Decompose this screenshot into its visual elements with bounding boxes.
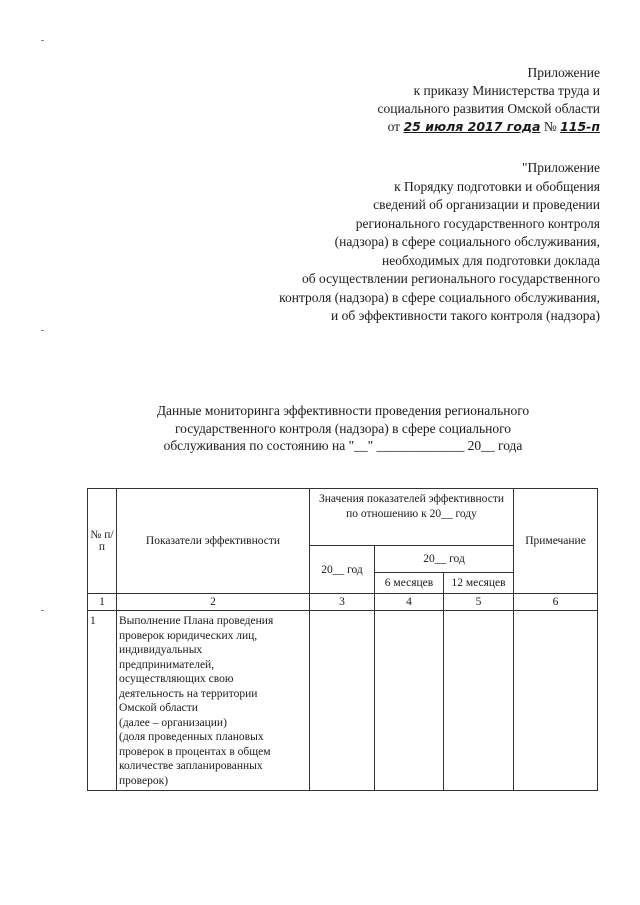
indicator-line: индивидуальных xyxy=(119,644,203,656)
header-12-months: 12 месяцев xyxy=(444,573,514,594)
original-attachment-header xyxy=(279,159,600,326)
scan-speck xyxy=(41,610,44,611)
orig-line: об осуществлении регионального государственного xyxy=(302,271,600,286)
document-title xyxy=(108,402,578,455)
header-year-current: 20__ год xyxy=(375,546,514,573)
scan-speck xyxy=(41,40,44,41)
indicator-line: (доля проведенных плановых xyxy=(119,731,264,743)
column-number: 4 xyxy=(375,594,444,611)
indicator-line: деятельность на территории xyxy=(119,687,258,700)
scan-speck xyxy=(41,330,44,331)
indicator-line: Омской области xyxy=(119,702,198,714)
orig-line: сведений об организации и проведении xyxy=(373,197,600,212)
value-cell xyxy=(375,611,444,791)
table-row xyxy=(88,611,598,791)
orig-line: и об эффективности такого контроля (надзора) xyxy=(331,308,600,323)
attachment-header xyxy=(377,64,600,136)
indicator-line: предпринимателей, xyxy=(119,658,215,671)
column-number: 1 xyxy=(88,594,117,611)
header-number: № п/п xyxy=(88,489,117,594)
orig-line: регионального государственного контроля xyxy=(355,215,600,231)
indicator-line: проверок) xyxy=(119,774,169,787)
handwritten-number: 115-п xyxy=(560,119,600,134)
column-number: 6 xyxy=(514,594,598,611)
header-year-prev: 20__ год xyxy=(310,546,375,594)
attachment-line-2: социального развития Омской области xyxy=(377,101,600,116)
note-cell xyxy=(514,611,598,791)
orig-line: к Порядку подготовки и обобщения xyxy=(394,178,600,194)
header-values: Значения показателей эффективности по отношению к 20__ году xyxy=(310,489,514,546)
row-indicator xyxy=(117,611,310,791)
header-note: Примечание xyxy=(514,489,598,594)
number-label: № xyxy=(543,119,557,134)
attachment-date-line xyxy=(377,118,600,136)
from-label: от xyxy=(387,119,401,134)
column-number: 2 xyxy=(117,594,310,611)
indicator-line: количестве запланированных xyxy=(119,760,263,772)
indicator-line: осуществляющих свою xyxy=(119,673,234,685)
orig-line: (надзора) в сфере социального обслуживания, xyxy=(334,234,600,249)
orig-line: контроля (надзора) в сфере социального обслуживания, xyxy=(279,289,600,305)
orig-line: необходимых для подготовки доклада xyxy=(382,252,600,268)
indicator-line: Выполнение Плана проведения xyxy=(119,615,274,627)
orig-line: "Приложение xyxy=(522,160,600,175)
value-cell xyxy=(444,611,514,791)
title-line-1: Данные мониторинга эффективности проведения регионального xyxy=(156,403,530,418)
header-indicators: Показатели эффективности xyxy=(117,489,310,594)
title-line-2: государственного контроля (надзора) в сфере социального xyxy=(174,420,512,436)
attachment-line-1: к приказу Министерства труда и xyxy=(413,83,600,98)
header-6-months: 6 месяцев xyxy=(375,573,444,594)
indicator-line: проверок в процентах в общем xyxy=(119,745,271,758)
title-line-3: обслуживания по состоянию на "__" _____________ 20__ года xyxy=(163,438,523,453)
handwritten-date: 25 июля 2017 года xyxy=(403,119,541,134)
indicator-line: проверок юридических лиц, xyxy=(119,629,258,642)
column-number: 5 xyxy=(444,594,514,611)
row-number: 1 xyxy=(88,611,117,791)
attachment-title: Приложение xyxy=(527,65,600,80)
value-cell xyxy=(310,611,375,791)
monitoring-table xyxy=(87,488,598,791)
column-number: 3 xyxy=(310,594,375,611)
indicator-line: (далее – организации) xyxy=(119,716,227,729)
